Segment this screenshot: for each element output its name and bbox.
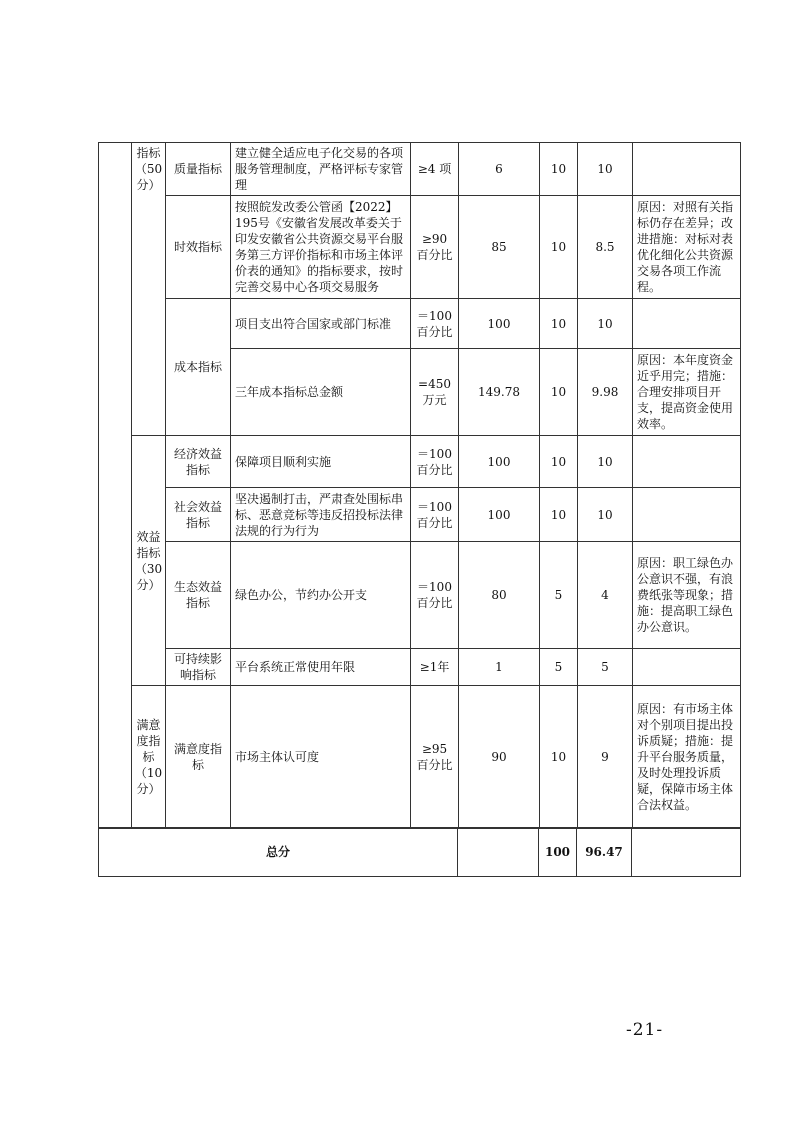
subcategory-economic: 经济效益指标: [166, 436, 231, 488]
subcategory-sustainable: 可持续影响指标: [166, 649, 231, 686]
target-value: ≥95 百分比: [411, 686, 459, 829]
target-value: ≥1年: [411, 649, 459, 686]
remark: 原因：对照有关指标仍存在差异；改进措施：对标对表优化细化公共资源交易各项工作流程。: [633, 196, 741, 299]
weight-value: 5: [540, 649, 578, 686]
total-remark-empty: [632, 828, 741, 877]
subcategory-quality: 质量指标: [166, 143, 231, 196]
total-score-table: [98, 827, 741, 877]
subcategory-satisfaction: 满意度指标: [166, 686, 231, 829]
remark: 原因：职工绿色办公意识不强，有浪费纸张等现象；措施：提高职工绿色办公意识。: [633, 542, 741, 649]
score-value: 9: [578, 686, 633, 829]
weight-value: 10: [540, 436, 578, 488]
remark: 原因：有市场主体对个别项目提出投诉质疑；措施：提升平台服务质量，及时处理投诉质疑，保障市场主体合法权益。: [633, 686, 741, 829]
total-weight: 100: [539, 828, 577, 877]
score-value: 4: [578, 542, 633, 649]
total-row: [99, 828, 741, 877]
remark: [633, 488, 741, 542]
target-value: ＝100 百分比: [411, 488, 459, 542]
indicator-content: 市场主体认可度: [231, 686, 411, 829]
table-row-sustainable: [99, 649, 741, 686]
subcategory-timeliness: 时效指标: [166, 196, 231, 299]
weight-value: 10: [540, 299, 578, 349]
remark: [633, 436, 741, 488]
subcategory-cost: 成本指标: [166, 299, 231, 436]
subcategory-ecological: 生态效益指标: [166, 542, 231, 649]
table-row-timeliness: [99, 196, 741, 299]
indicator-content: 绿色办公，节约办公开支: [231, 542, 411, 649]
indicator-content: 坚决遏制打击，严肃查处围标串标、恶意竞标等违反招投标法律法规的行为行为: [231, 488, 411, 542]
page-number: -21-: [626, 1020, 664, 1040]
actual-value: 6: [459, 143, 540, 196]
target-value: ＝100 百分比: [411, 542, 459, 649]
remark: [633, 143, 741, 196]
weight-value: 10: [540, 488, 578, 542]
target-value: =450 万元: [411, 349, 459, 436]
target-value: ≥4 项: [411, 143, 459, 196]
actual-value: 100: [459, 299, 540, 349]
actual-value: 90: [459, 686, 540, 829]
weight-value: 10: [540, 686, 578, 829]
category-satisfaction: 满意度指标（10分）: [132, 686, 166, 829]
total-score: 96.47: [577, 828, 632, 877]
table-row-economic: [99, 436, 741, 488]
indicator-content: 保障项目顺利实施: [231, 436, 411, 488]
table-row-quality: [99, 143, 741, 196]
remark: 原因：本年度资金近乎用完；措施：合理安排项目开支，提高资金使用效率。: [633, 349, 741, 436]
actual-value: 149.78: [459, 349, 540, 436]
actual-value: 80: [459, 542, 540, 649]
category-benefit: 效益指标（30分）: [132, 436, 166, 686]
outer-category-cell: [99, 143, 132, 829]
score-value: 10: [578, 299, 633, 349]
weight-value: 10: [540, 196, 578, 299]
table-row-cost-standard: [99, 299, 741, 349]
weight-value: 10: [540, 143, 578, 196]
total-empty-cell: [458, 828, 539, 877]
score-value: 9.98: [578, 349, 633, 436]
table-row-satisfaction: [99, 686, 741, 829]
score-value: 10: [578, 143, 633, 196]
weight-value: 10: [540, 349, 578, 436]
remark: [633, 299, 741, 349]
actual-value: 1: [459, 649, 540, 686]
target-value: ＝100 百分比: [411, 299, 459, 349]
score-value: 10: [578, 488, 633, 542]
score-value: 10: [578, 436, 633, 488]
remark: [633, 649, 741, 686]
subcategory-social: 社会效益指标: [166, 488, 231, 542]
category-output: 指标（50分）: [132, 143, 166, 436]
indicator-content: 建立健全适应电子化交易的各项服务管理制度，严格评标专家管理: [231, 143, 411, 196]
indicator-content: 平台系统正常使用年限: [231, 649, 411, 686]
total-label: 总分: [99, 828, 458, 877]
performance-indicator-table: [98, 142, 741, 829]
actual-value: 100: [459, 488, 540, 542]
actual-value: 100: [459, 436, 540, 488]
score-value: 5: [578, 649, 633, 686]
indicator-content: 三年成本指标总金额: [231, 349, 411, 436]
table-row-social: [99, 488, 741, 542]
indicator-content: 项目支出符合国家或部门标准: [231, 299, 411, 349]
table-row-ecological: [99, 542, 741, 649]
weight-value: 5: [540, 542, 578, 649]
indicator-content: 按照皖发改委公管函【2022】195号《安徽省发展改革委关于印发安徽省公共资源交易平台服务第三方评价指标和市场主体评价表的通知》的指标要求，按时完善交易中心各项交易服务: [231, 196, 411, 299]
target-value: ≥90 百分比: [411, 196, 459, 299]
target-value: ＝100 百分比: [411, 436, 459, 488]
actual-value: 85: [459, 196, 540, 299]
score-value: 8.5: [578, 196, 633, 299]
